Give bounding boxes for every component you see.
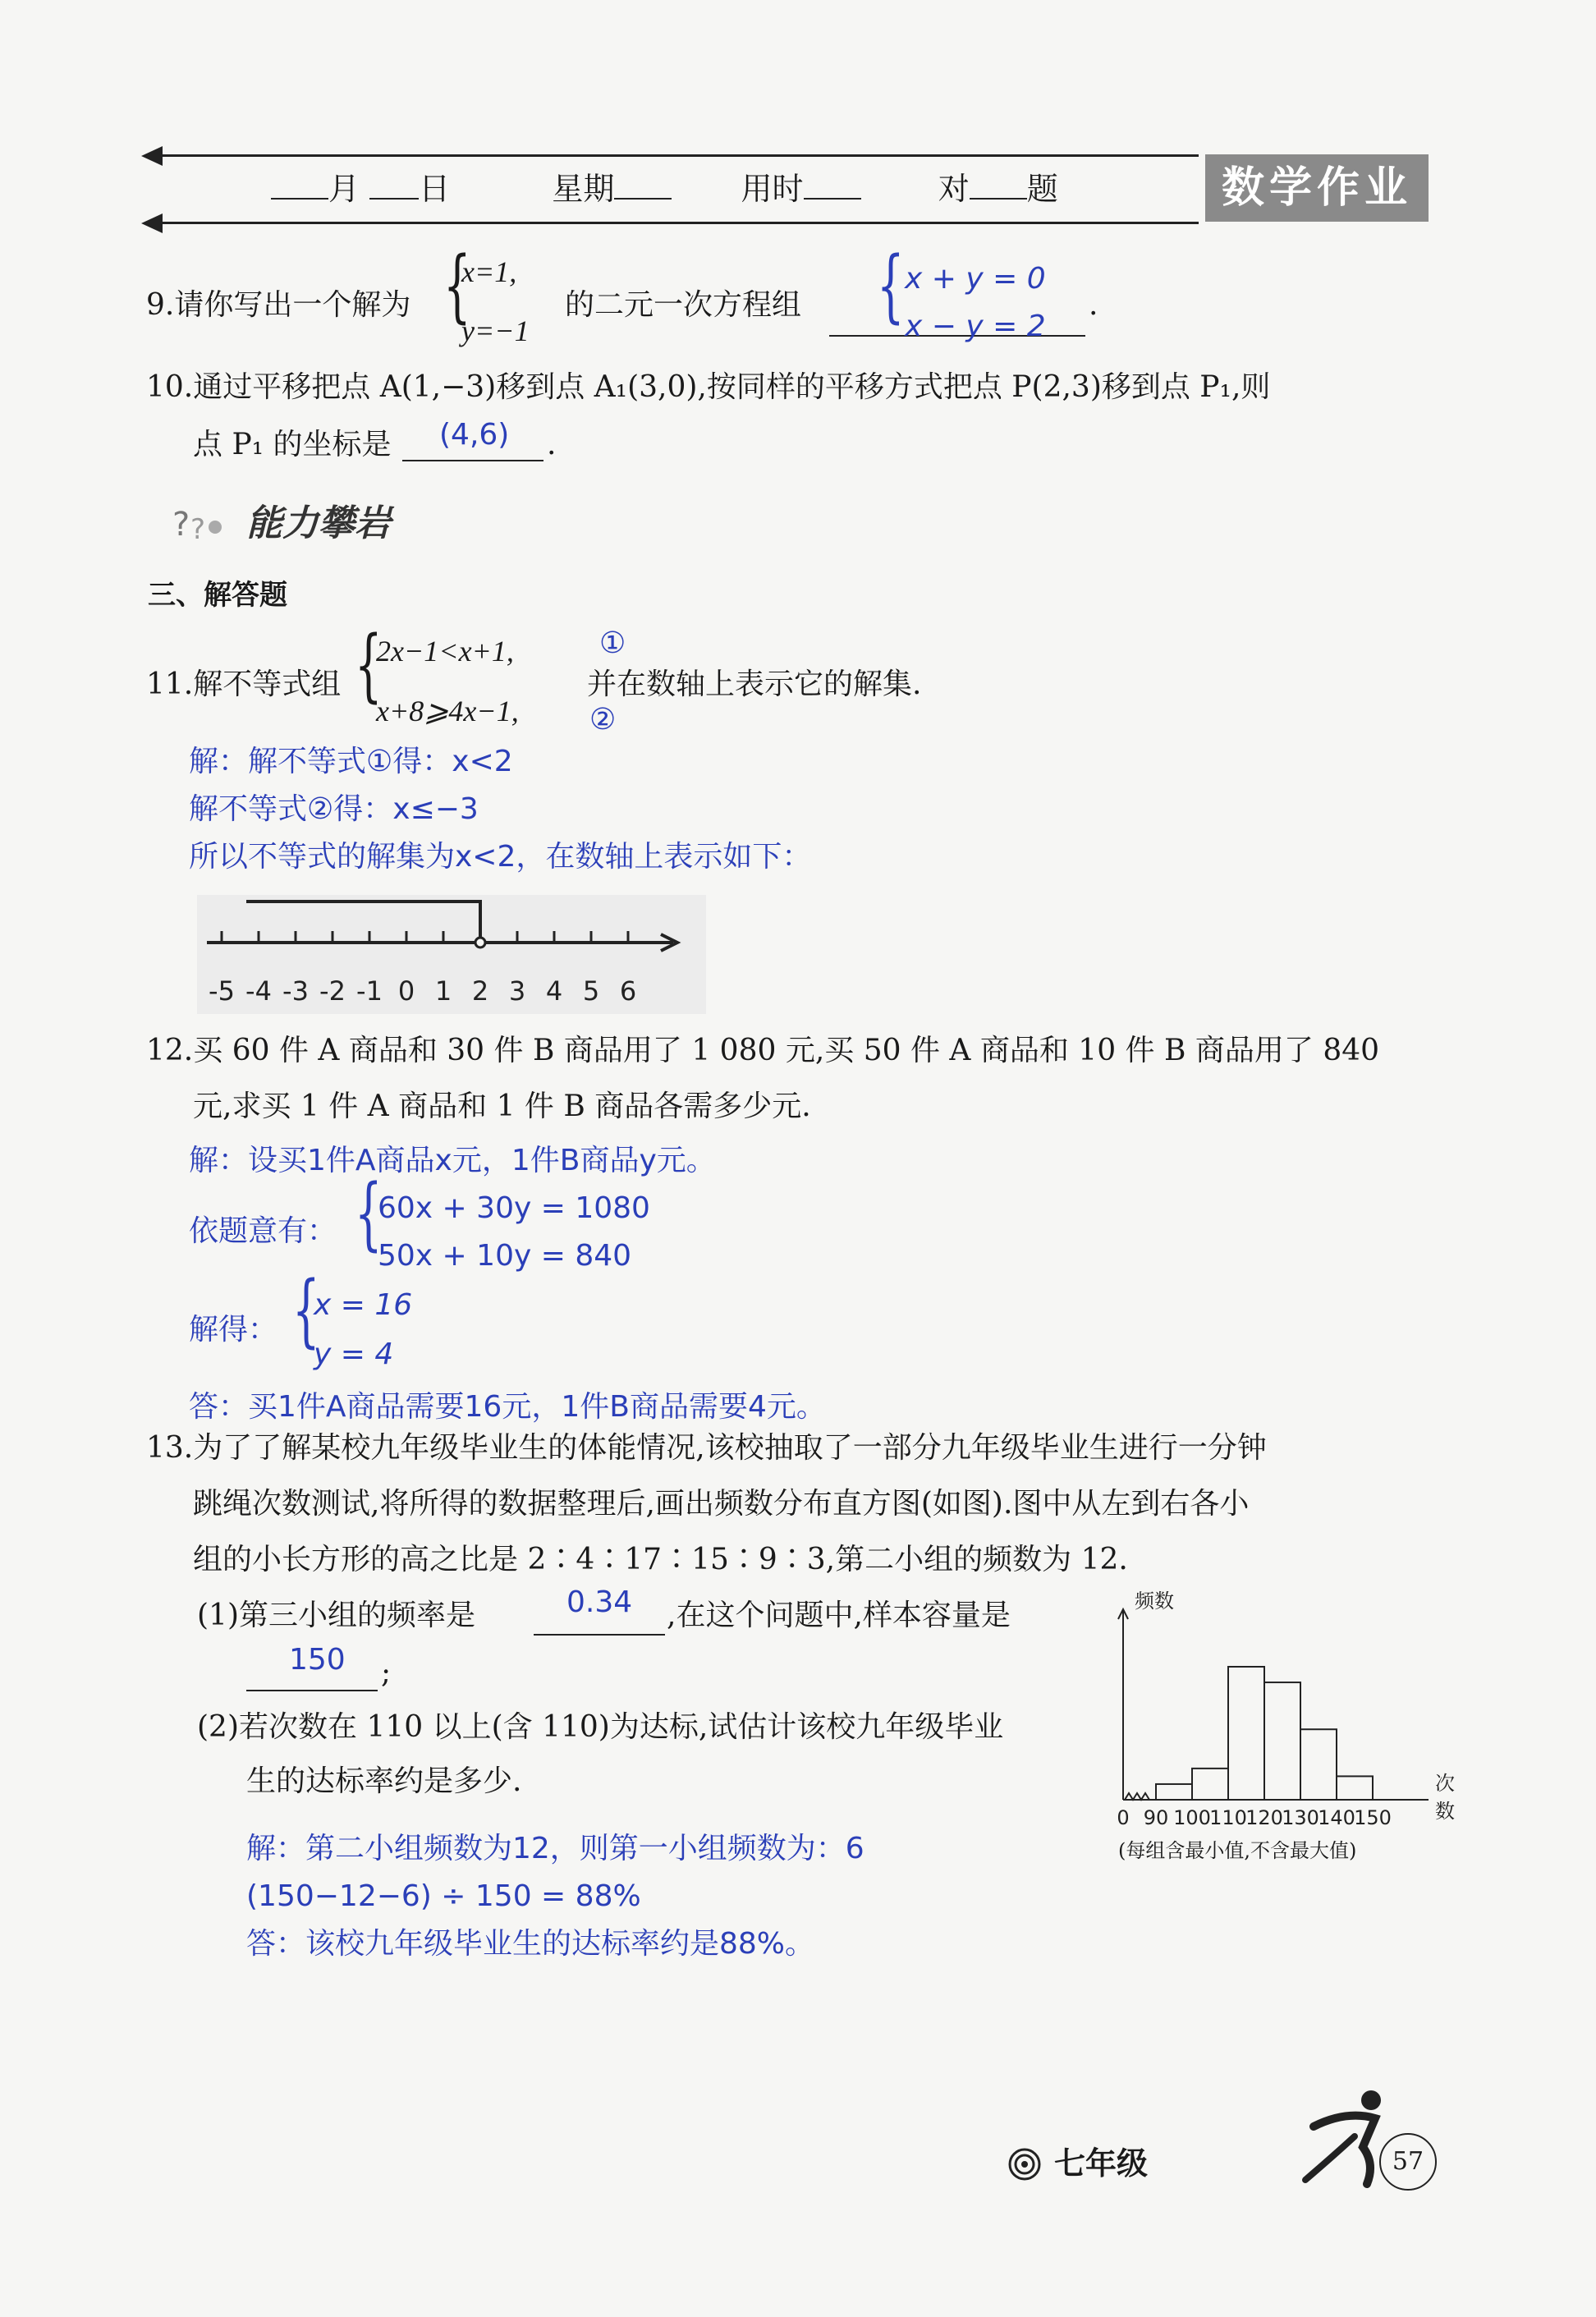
q11-solution-line1: 解：解不等式①得：x<2 xyxy=(189,745,513,778)
q11-mark2: ② xyxy=(589,703,617,736)
axis-tick-label: 4 xyxy=(545,975,563,1007)
q12-eq2: 50x + 10y = 840 xyxy=(378,1239,632,1273)
footer-grade: 七年级 xyxy=(1054,2145,1149,2182)
histogram-bar xyxy=(1300,1729,1337,1800)
q13-part1-answer1: 0.34 xyxy=(566,1585,633,1619)
page-number: 57 xyxy=(1379,2133,1437,2191)
q12-res2: y = 4 xyxy=(314,1337,394,1371)
q9-answer-eq2: x − y = 2 xyxy=(905,310,1046,343)
runner-icon xyxy=(1297,2085,1396,2192)
q13-part1-mid: ,在这个问题中,样本容量是 xyxy=(667,1599,1011,1632)
x-tick-label: 0 xyxy=(1117,1806,1130,1829)
axis-tick-label: 1 xyxy=(434,975,452,1007)
time-label: 用时 xyxy=(741,171,804,207)
svg-text:?: ? xyxy=(172,506,190,544)
q12-label-result: 解得： xyxy=(189,1313,278,1347)
q11-prefix: 11.解不等式组 xyxy=(146,668,342,701)
q10-end: . xyxy=(547,428,557,461)
q10-answer: (4,6) xyxy=(439,418,510,452)
q13-solution-line1: 解：第二小组频数为12，则第一小组频数为：6 xyxy=(246,1832,864,1865)
banner-icon xyxy=(172,502,230,544)
q12-result-brace: { xyxy=(292,1264,320,1356)
q13-line3: 组的小长方形的高之比是 2∶4∶17∶15∶9∶3,第二小组的频数为 12. xyxy=(193,1543,1128,1576)
q13-part1-end: ; xyxy=(381,1656,392,1690)
histogram-bar xyxy=(1337,1776,1373,1800)
x-tick-label: 90 xyxy=(1143,1806,1169,1829)
q13-part1-blank2 xyxy=(246,1690,378,1691)
q12-eq1: 60x + 30y = 1080 xyxy=(378,1191,650,1225)
header-top-arrow xyxy=(141,146,163,166)
title-tag: 数学作业 xyxy=(1205,154,1429,222)
x-tick-label: 110 xyxy=(1209,1806,1247,1829)
open-endpoint xyxy=(475,938,485,947)
q10-line1: 10.通过平移把点 A(1,−3)移到点 A₁(3,0),按同样的平移方式把点 P(2,3)移到点 P₁,则 xyxy=(146,370,1271,404)
q13-solution-line3: 答：该校九年级毕业生的达标率约是88%。 xyxy=(246,1927,815,1961)
q13-solution-line2: (150−12−6) ÷ 150 = 88% xyxy=(246,1879,641,1913)
section-heading: 三、解答题 xyxy=(148,579,287,612)
q11-ineq2: x+8⩾4x−1, xyxy=(376,695,519,727)
histogram-bar xyxy=(1156,1784,1192,1800)
q9-prefix: 9.请你写出一个解为 xyxy=(146,288,411,322)
q12-label-condition: 依题意有： xyxy=(189,1214,337,1248)
q9-answer-brace: { xyxy=(877,240,905,332)
number-line xyxy=(197,895,706,1014)
x-tick-label: 150 xyxy=(1354,1806,1392,1829)
q10-answer-blank xyxy=(402,460,543,461)
header-bottom-arrow xyxy=(141,213,163,233)
x-tick-label: 100 xyxy=(1173,1806,1211,1829)
axis-tick-label: 5 xyxy=(582,975,600,1007)
axis-tick-label: 3 xyxy=(508,975,526,1007)
axis-tick-label: -1 xyxy=(356,975,383,1007)
q13-part1-answer2: 150 xyxy=(289,1643,346,1677)
histogram-bar xyxy=(1264,1682,1300,1800)
axis-tick-label: -4 xyxy=(245,975,272,1007)
x-axis-label-bottom: 数 xyxy=(1435,1800,1455,1823)
q11-suffix: 并在数轴上表示它的解集. xyxy=(587,668,922,701)
q11-solution-line2: 解不等式②得：x≤−3 xyxy=(189,792,479,826)
q9-answer-eq1: x + y = 0 xyxy=(905,262,1046,296)
histogram-caption: (每组含最小值,不含最大值) xyxy=(1118,1839,1357,1862)
q9-cond2: y=−1 xyxy=(461,314,530,347)
x-tick-label: 130 xyxy=(1282,1806,1319,1829)
q13-line2: 跳绳次数测试,将所得的数据整理后,画出频数分布直方图(如图).图中从左到右各小 xyxy=(193,1487,1250,1521)
x-tick-label: 140 xyxy=(1318,1806,1355,1829)
spiral-icon xyxy=(1007,2146,1043,2182)
q9-condition-brace: { xyxy=(443,240,471,332)
q13-part2-line2: 生的达标率约是多少. xyxy=(246,1764,522,1798)
q13-part1-prefix: (1)第三小组的频率是 xyxy=(197,1599,475,1632)
q13-part1-blank1 xyxy=(534,1634,665,1636)
q12-line1: 12.买 60 件 A 商品和 30 件 B 商品用了 1 080 元,买 50 件 A 商品和 10 件 B 商品用了 840 xyxy=(146,1034,1380,1067)
axis-tick-label: -2 xyxy=(319,975,346,1007)
q11-brace: { xyxy=(355,619,383,711)
q13-line1: 13.为了了解某校九年级毕业生的体能情况,该校抽取了一部分九年级毕业生进行一分钟 xyxy=(146,1431,1267,1465)
axis-tick-label: -3 xyxy=(282,975,309,1007)
axis-tick-label: 6 xyxy=(619,975,637,1007)
problems-label: 题 xyxy=(1026,171,1058,207)
weekday-label: 星期 xyxy=(552,171,615,207)
q12-eq-brace: { xyxy=(355,1168,383,1259)
q10-line2: 点 P₁ 的坐标是 xyxy=(193,428,392,461)
q12-solution-line1: 解：设买1件A商品x元，1件B商品y元。 xyxy=(189,1144,716,1177)
axis-break xyxy=(1125,1793,1149,1800)
q12-res1: x = 16 xyxy=(314,1288,413,1322)
q12-answer: 答：买1件A商品需要16元，1件B商品需要4元。 xyxy=(189,1390,826,1424)
correct-label: 对 xyxy=(938,171,970,207)
header-bottom-rule xyxy=(148,222,1199,224)
histogram xyxy=(1100,1585,1461,1864)
x-axis-label-top: 次 xyxy=(1435,1772,1455,1795)
axis-tick-label: 2 xyxy=(471,975,489,1007)
section-banner: 能力攀岩 xyxy=(246,502,391,544)
y-axis-label: 频数 xyxy=(1135,1590,1174,1613)
axis-tick-label: -5 xyxy=(209,975,235,1007)
q13-part2-line1: (2)若次数在 110 以上(含 110)为达标,试估计该校九年级毕业 xyxy=(197,1710,1004,1744)
q11-ineq1: 2x−1<x+1, xyxy=(376,635,514,668)
histogram-bar xyxy=(1192,1769,1228,1800)
histogram-bar xyxy=(1228,1667,1264,1800)
q12-line2: 元,求买 1 件 A 商品和 1 件 B 商品各需多少元. xyxy=(193,1090,811,1123)
header-fields: 月 日 星期 用时 对 题 xyxy=(271,171,1058,209)
solution-set-ray xyxy=(246,902,480,943)
svg-text:?: ? xyxy=(190,513,206,544)
q9-suffix: 的二元一次方程组 xyxy=(565,288,802,322)
header-top-rule xyxy=(148,154,1199,157)
x-tick-label: 120 xyxy=(1245,1806,1283,1829)
axis-tick-label: 0 xyxy=(397,975,415,1007)
q9-end: . xyxy=(1089,288,1098,322)
q11-mark1: ① xyxy=(599,626,626,660)
q9-cond1: x=1, xyxy=(461,255,517,288)
q11-solution-line3: 所以不等式的解集为x<2，在数轴上表示如下： xyxy=(189,840,812,874)
